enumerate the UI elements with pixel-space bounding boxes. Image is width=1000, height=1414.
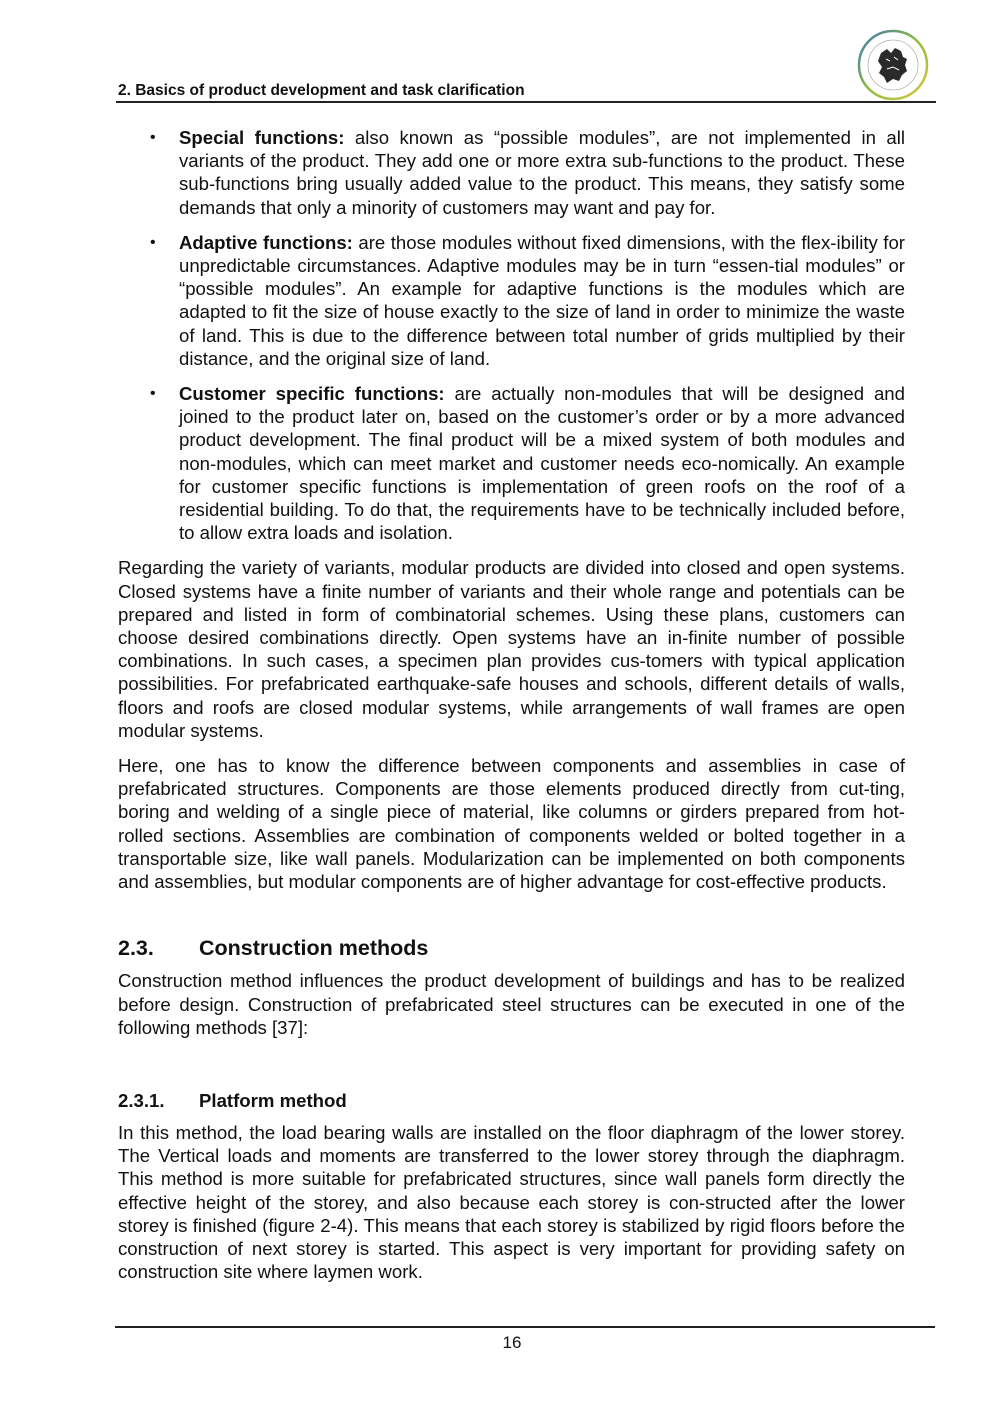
list-item-customer-specific-functions <box>118 382 905 544</box>
term-description: are those modules without fixed dimensions, with the flex-ibility for unpredictable circumstances. Adaptive modules may be in turn “essen-tial modules” or “possible modules”. An example for adaptive functions is the modules which are adapted to fit the size of house exactly to the size of land in order to minimize the waste of land. This is due to the difference between total number of grids multiplied by their distance, and the original size of land. <box>179 231 905 369</box>
section-heading <box>118 935 905 961</box>
section-title: Construction methods <box>199 936 429 961</box>
bullet-icon: • <box>150 129 156 146</box>
university-seal-icon <box>857 29 929 101</box>
subsection-number: 2.3.1. <box>118 1089 165 1111</box>
subsection-heading <box>118 1089 905 1112</box>
bullet-icon: • <box>150 385 156 403</box>
body-text <box>118 126 905 1295</box>
term-label: Special functions: <box>179 127 345 148</box>
paragraph-closed-open-systems: Regarding the variety of variants, modular products are divided into closed and open systems. Closed systems have a finite number of variants and their whole range and potentials can be prepared and listed in form of combinatorial schemes. Using these plans, customers can choose desired combinations directly. Open systems have an in-finite number of possible combinations. In such cases, a specimen plan provides cus-tomers with typical application possibilities. For prefabricated earthquake-safe houses and schools, different details of walls, floors and roofs are closed modular systems, while arrangements of wall frames are open modular systems. <box>118 557 905 741</box>
function-types-list <box>118 126 905 544</box>
paragraph-components-assemblies: Here, one has to know the difference between components and assemblies in case of prefabricated structures. Components are those elements produced directly from cut-ting, boring and welding of a single piece of material, like columns or girders prepared from hot-rolled sections. Assemblies are combination of components welded or bolted together in a transportable size, like wall panels. Modularization can be implemented on both components and assemblies, but modular components are of higher advantage for cost-effective products. <box>118 755 905 893</box>
term-description: also known as “possible modules”, are not implemented in all variants of the product. They add one or more extra sub-functions to the product. These sub-functions bring usually added value to the product. This means, they satisfy some demands that only a minority of customers may want and pay for. <box>179 127 906 218</box>
list-item-special-functions <box>118 126 905 219</box>
running-header-title: 2. Basics of product development and task clarification <box>118 82 525 99</box>
term-label: Customer specific functions: <box>179 383 445 405</box>
subsection-title: Platform method <box>199 1089 347 1111</box>
list-item-adaptive-functions <box>118 231 905 370</box>
bullet-icon: • <box>150 233 156 251</box>
footer-rule <box>115 1326 935 1328</box>
section-number: 2.3. <box>118 936 154 961</box>
subsection-paragraph: In this method, the load bearing walls are installed on the floor diaphragm of the lower storey. The Vertical loads and moments are transferred to the lower storey through the diaphragm. This method is more suitable for prefabricated structures, since wall panels form directly the effective height of the storey, and also because each storey is con-structed after the lower storey is finished (figure 2-4). This means that each storey is stabilized by rigid floors before the construction of next storey is started. This aspect is very important for providing safety on construction site where laymen work. <box>118 1121 905 1283</box>
header-rule <box>116 101 936 103</box>
term-label: Adaptive functions: <box>179 231 353 253</box>
section-intro-paragraph: Construction method influences the product development of buildings and has to be realized before design. Construction of prefabricated steel structures can be executed in one of the following methods [37]: <box>118 970 905 1038</box>
page-number: 16 <box>502 1333 522 1352</box>
term-description: are actually non-modules that will be designed and joined to the product later on, based on the customer’s order or by a more advanced product development. The final product will be a mixed system of both modules and non-modules, which can meet market and customer needs eco-nomically. An example for customer specific functions is implementation of green roofs on the roof of a residential building. To do that, the requirements have to be technically included before, to allow extra loads and isolation. <box>179 383 905 544</box>
